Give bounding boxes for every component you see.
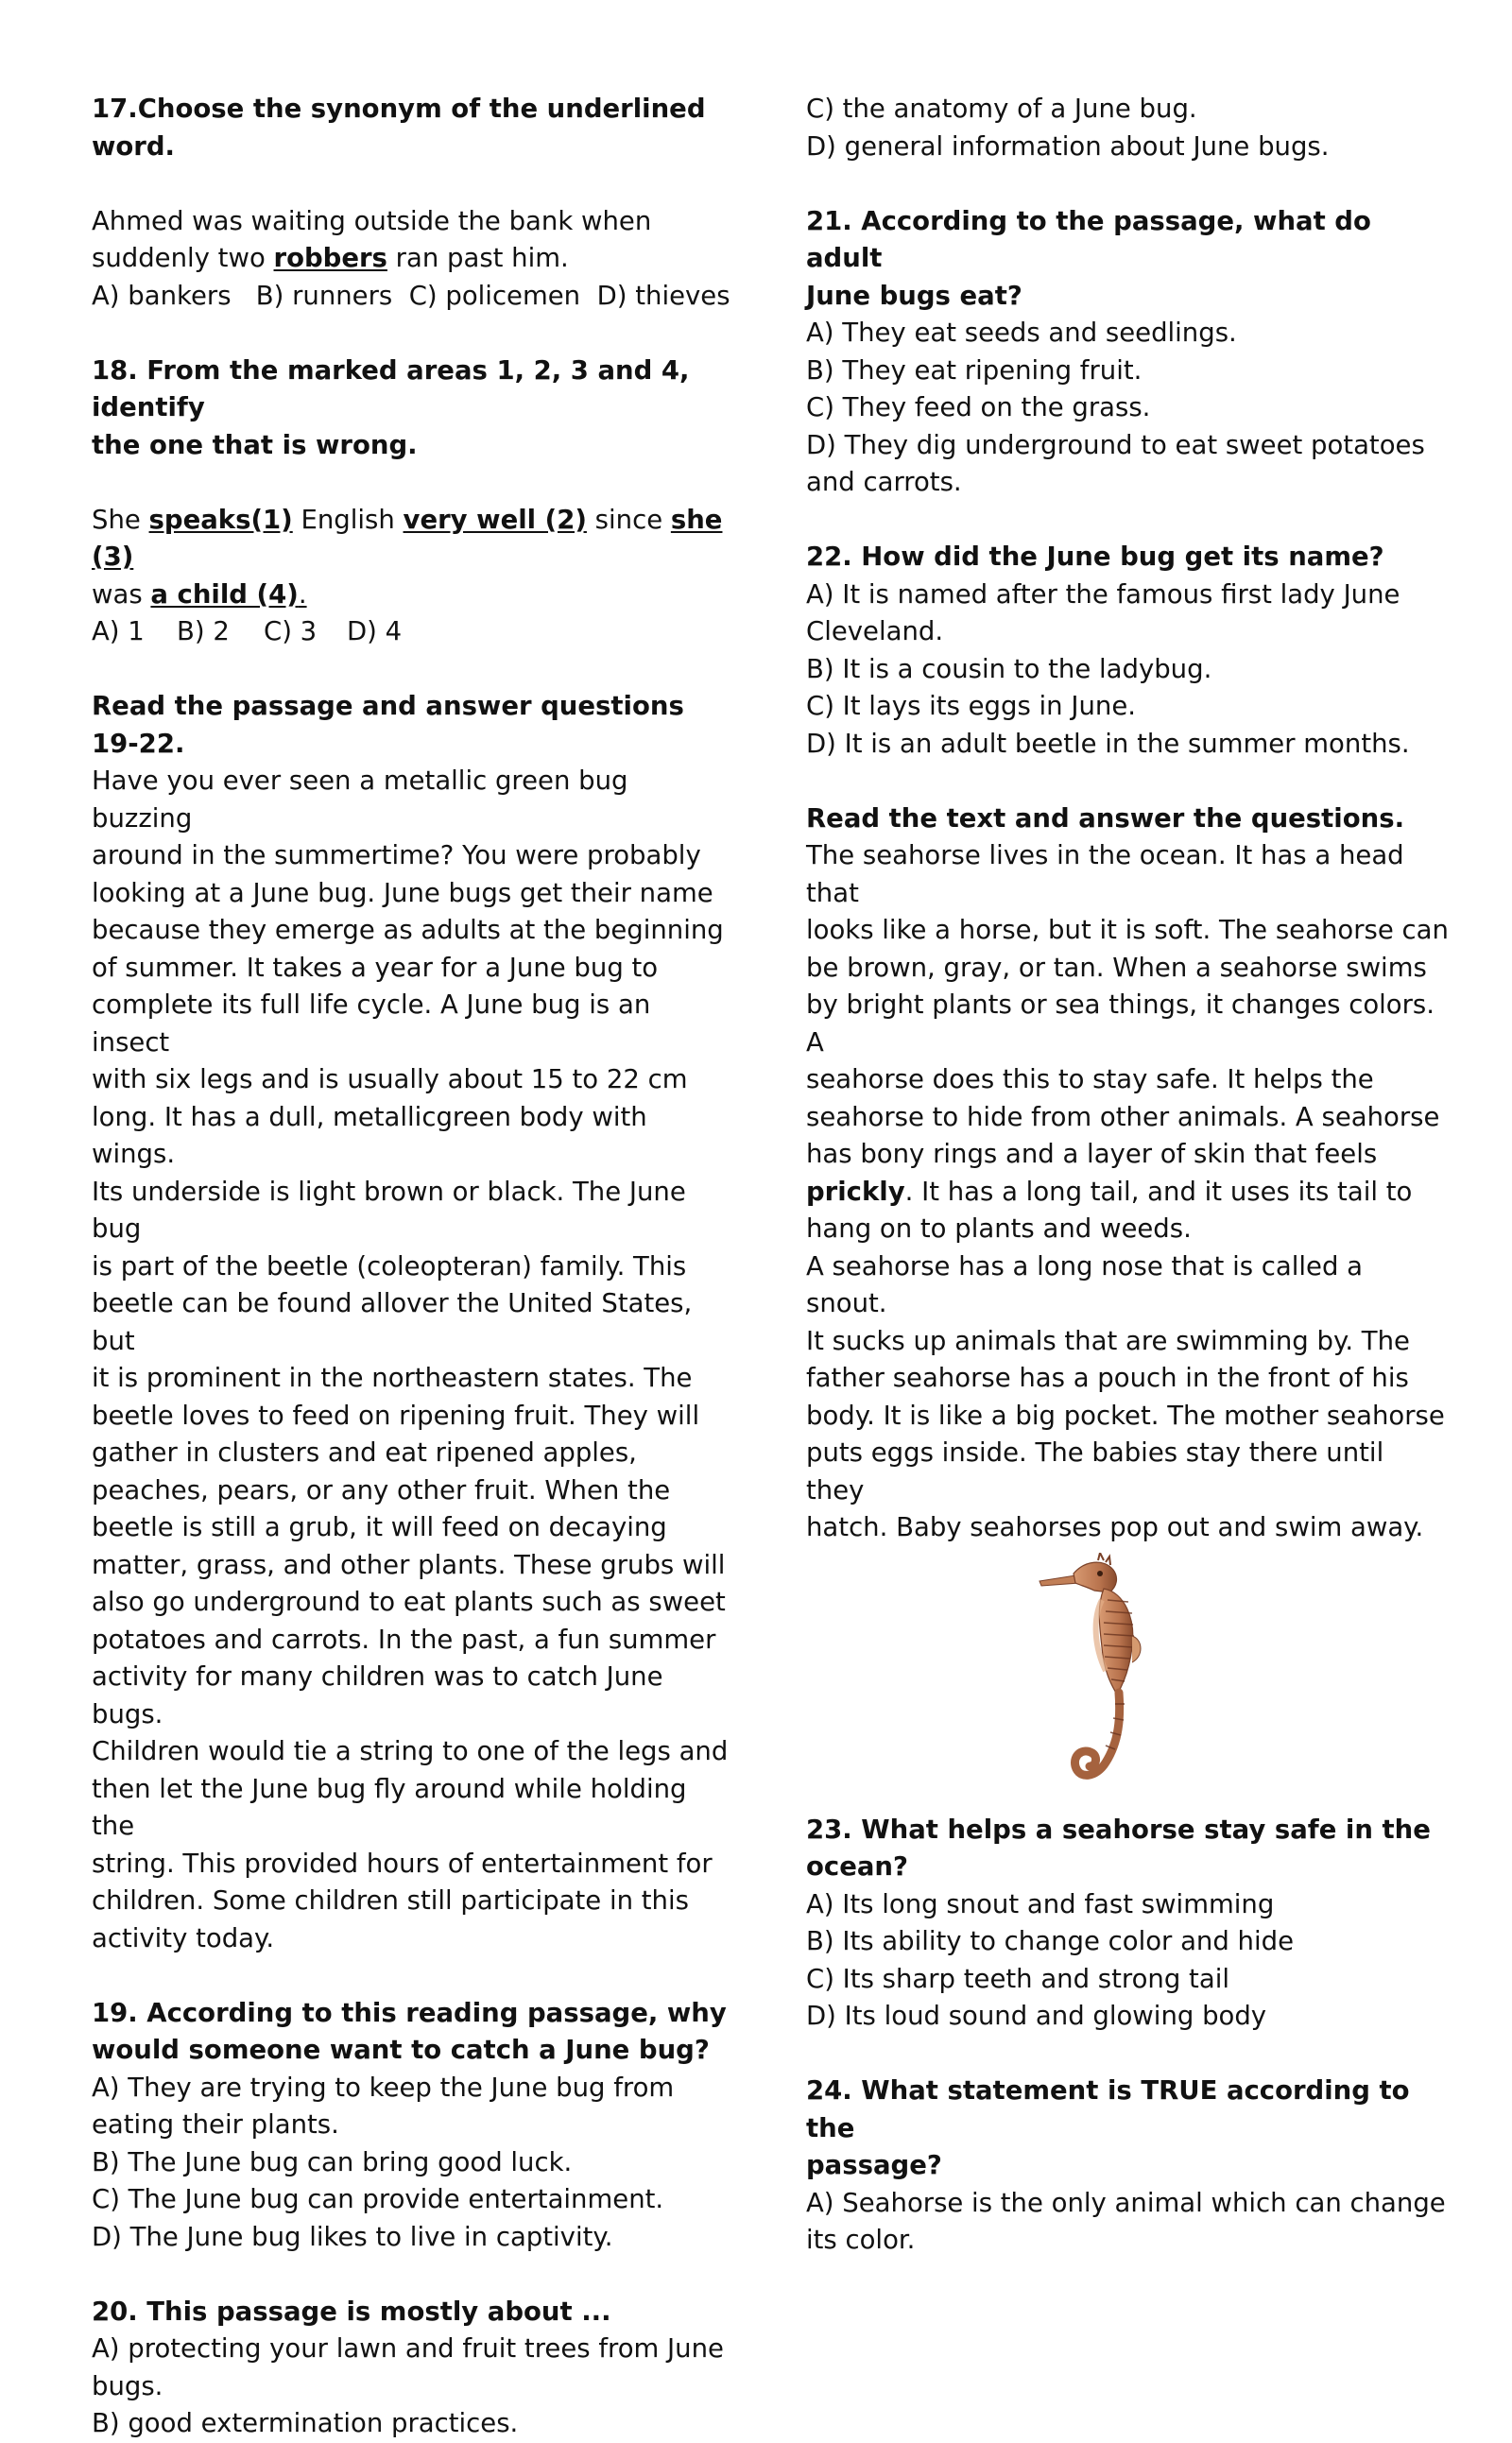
passage-line: Children would tie a string to one of the legs and (92, 1736, 729, 1766)
passage2-heading: Read the text and answer the questions. (806, 802, 1405, 834)
q17-options: A) bankers B) runners C) policemen D) thieves (92, 280, 730, 311)
passage-line: seahorse to hide from other animals. A seahorse (806, 1101, 1440, 1132)
option-line: A) Seahorse is the only animal which can change (806, 2187, 1446, 2218)
passage-line: hatch. Baby seahorses pop out and swim away. (806, 1512, 1424, 1542)
q20-heading: 20. This passage is mostly about ... (92, 2296, 611, 2327)
passage-line: long. It has a dull, metallicgreen body with wings. (92, 1101, 647, 1169)
underlined-word: robbers (273, 243, 387, 273)
option-line: D) Its loud sound and glowing body (806, 2001, 1267, 2031)
left-column (92, 91, 734, 2443)
passage-line: It sucks up animals that are swimming by. The (806, 1325, 1410, 1356)
q21-options (806, 315, 1449, 502)
q23-options (806, 1886, 1449, 2036)
passage-line: The seahorse lives in the ocean. It has a head that (806, 840, 1404, 908)
passage-line: is part of the beetle (coleopteran) family. This (92, 1250, 687, 1282)
q24-options (806, 2185, 1449, 2260)
marked-area-1: speaks(1) (148, 504, 293, 535)
q17-sentence-line2: suddenly two robbers ran past him. (92, 243, 569, 273)
option-line: D) general information about June bugs. (806, 130, 1330, 162)
passage-line: children. Some children still participate in this (92, 1885, 689, 1916)
option-line: Cleveland. (806, 616, 944, 646)
q20-options-part1 (92, 2331, 734, 2443)
q19-options (92, 2070, 734, 2257)
passage-line: hang on to plants and weeds. (806, 1213, 1192, 1244)
option-line: B) good extermination practices. (92, 2408, 519, 2438)
q24-heading-line1: 24. What statement is TRUE according to the (806, 2075, 1410, 2143)
option-line: B) Its ability to change color and hide (806, 1926, 1295, 1956)
option-line: C) The June bug can provide entertainment. (92, 2184, 664, 2214)
option-line: D) The June bug likes to live in captivity. (92, 2221, 613, 2252)
passage-line: has bony rings and a layer of skin that feels (806, 1139, 1378, 1169)
passage-line: by bright plants or sea things, it changes colors. A (806, 989, 1435, 1058)
passage-line: activity for many children was to catch June bugs. (92, 1661, 663, 1729)
option-line: its color. (806, 2225, 916, 2255)
passage1-heading: Read the passage and answer questions 19-22. (92, 691, 684, 759)
option-line: B) The June bug can bring good luck. (92, 2146, 573, 2177)
seahorse-image (1038, 1553, 1179, 1798)
marked-area-3: she (3) (92, 504, 723, 572)
option-line: A) It is named after the famous first lady June (806, 578, 1400, 610)
passage-line: it is prominent in the northeastern states. The (92, 1363, 693, 1393)
q18-sentence-line2: was a child (4). (92, 578, 307, 610)
seahorse-passage-prickly-line: prickly. It has a long tail, and it uses its tail to (806, 1176, 1413, 1207)
marked-area-4: a child (4) (150, 578, 299, 610)
q18-heading-line2: the one that is wrong. (92, 429, 418, 460)
passage-line: seahorse does this to stay safe. It helps the (806, 1064, 1374, 1094)
option-line: B) They eat ripening fruit. (806, 354, 1143, 386)
passage-line: Its underside is light brown or black. The June bug (92, 1176, 686, 1244)
passage-line: puts eggs inside. The babies stay there until they (806, 1437, 1384, 1505)
passage-line: looks like a horse, but it is soft. The seahorse can (806, 915, 1449, 945)
passage-line: beetle loves to feed on ripening fruit. They will (92, 1400, 700, 1431)
q18-options: A) 1 B) 2 C) 3 D) 4 (92, 616, 403, 646)
q22-heading: 22. How did the June bug get its name? (806, 542, 1384, 572)
option-line: C) It lays its eggs in June. (806, 691, 1136, 721)
passage-line: then let the June bug fly around while holding the (92, 1773, 687, 1841)
option-line: A) Its long snout and fast swimming (806, 1888, 1275, 1919)
passage-line: string. This provided hours of entertainment for (92, 1848, 713, 1879)
option-line: C) the anatomy of a June bug. (806, 94, 1197, 124)
option-line: D) It is an adult beetle in the summer months. (806, 728, 1410, 759)
passage-line: A seahorse has a long nose that is called a snout. (806, 1250, 1363, 1318)
passage-line: of summer. It takes a year for a June bug to (92, 952, 659, 983)
passage-line: beetle can be found allover the United States, but (92, 1288, 693, 1356)
passage-line: around in the summertime? You were probably (92, 840, 701, 870)
q21-heading-line1: 21. According to the passage, what do adult (806, 205, 1371, 273)
passage-line: be brown, gray, or tan. When a seahorse swims (806, 952, 1427, 983)
passage-line: beetle is still a grub, it will feed on decaying (92, 1512, 667, 1542)
passage-line: peaches, pears, or any other fruit. When the (92, 1474, 671, 1505)
bold-word: prickly (806, 1176, 905, 1207)
option-line: D) They dig underground to eat sweet potatoes (806, 429, 1425, 460)
option-line: eating their plants. (92, 2109, 339, 2140)
passage-line: also go underground to eat plants such as sweet (92, 1587, 726, 1617)
option-line: A) They are trying to keep the June bug from (92, 2072, 675, 2103)
q17-heading: 17.Choose the synonym of the underlined word. (92, 94, 706, 162)
option-line: B) It is a cousin to the ladybug. (806, 653, 1212, 684)
passage-line: because they emerge as adults at the beginning (92, 915, 724, 945)
option-line: C) They feed on the grass. (806, 392, 1151, 422)
option-line: bugs. (92, 2370, 163, 2401)
passage-line: father seahorse has a pouch in the front of his (806, 1363, 1409, 1393)
q19-heading-line2: would someone want to catch a June bug? (92, 2035, 710, 2065)
passage-line: matter, grass, and other plants. These grubs will (92, 1549, 726, 1580)
q21-heading-line2: June bugs eat? (806, 280, 1022, 311)
passage-line: gather in clusters and eat ripened apples, (92, 1437, 637, 1468)
passage-line: with six legs and is usually about 15 to 22 cm (92, 1064, 688, 1094)
q23-heading-line2: ocean? (806, 1851, 908, 1882)
q20-options-part2 (806, 91, 1449, 165)
q24-heading-line2: passage? (806, 2150, 942, 2180)
passage-line: looking at a June bug. June bugs get their name (92, 877, 713, 908)
option-line: A) They eat seeds and seedlings. (806, 318, 1237, 348)
passage-line: potatoes and carrots. In the past, a fun summer (92, 1624, 716, 1655)
q18-heading-line1: 18. From the marked areas 1, 2, 3 and 4, identify (92, 354, 690, 422)
option-line: A) protecting your lawn and fruit trees from June (92, 2333, 724, 2364)
q22-options (806, 576, 1449, 764)
passage-line: Have you ever seen a metallic green bug buzzing (92, 766, 628, 834)
q19-heading-line1: 19. According to this reading passage, why (92, 1997, 727, 2028)
option-line: C) Its sharp teeth and strong tail (806, 1963, 1229, 1994)
right-column (806, 91, 1449, 2260)
marked-area-2: very well (2) (403, 504, 587, 535)
passage-line: activity today. (92, 1922, 275, 1953)
option-line: and carrots. (806, 467, 962, 497)
passage-line: body. It is like a big pocket. The mother seahorse (806, 1400, 1445, 1431)
q23-heading-line1: 23. What helps a seahorse stay safe in the (806, 1814, 1431, 1845)
seahorse-passage-part1 (806, 837, 1449, 1174)
june-bug-passage (92, 763, 734, 1957)
q18-sentence-line1: She speaks(1) English very well (2) since she (3) (92, 504, 723, 572)
passage-line: complete its full life cycle. A June bug is an insect (92, 989, 651, 1058)
seahorse-passage-part2 (806, 1211, 1449, 1547)
q17-sentence-line1: Ahmed was waiting outside the bank when (92, 205, 652, 236)
